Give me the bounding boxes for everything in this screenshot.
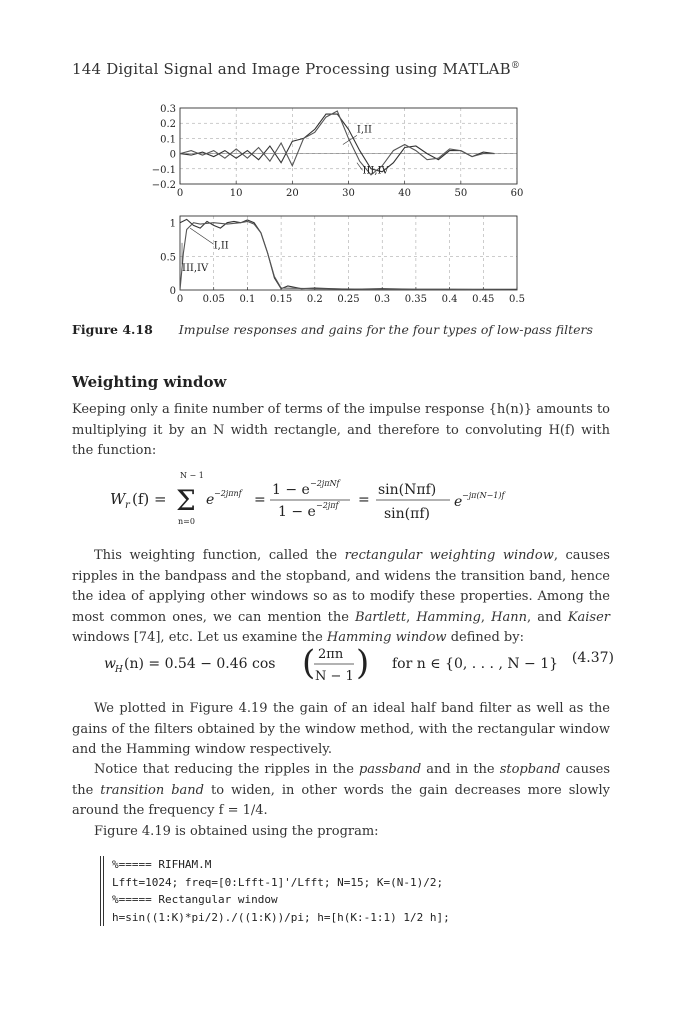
code-line: h=sin((1:K)*pi/2)./((1:K))/pi; h=[h(K:-1:1) 1/2 h];: [112, 910, 450, 924]
svg-text:(: (: [302, 643, 316, 683]
eq2-frac-num: 2πn: [318, 647, 344, 662]
y-tick-label: 0.1: [160, 134, 176, 146]
p2-text-7: defined by:: [446, 630, 524, 645]
y-tick-label: 0.5: [160, 252, 176, 264]
annotation-label: I,II: [356, 124, 372, 136]
x-tick-label: 0.25: [337, 294, 360, 305]
eq1-term-exp: −2jπnf: [214, 489, 242, 498]
p2-text-5: , and: [527, 609, 568, 625]
page-number: 144: [72, 60, 102, 78]
y-tick-label: −0.1: [151, 164, 176, 176]
x-tick-label: 0: [176, 188, 184, 199]
annotation-arrow: [190, 228, 214, 244]
equation-4-37: [104, 638, 614, 692]
x-tick-label: 0.2: [306, 294, 323, 305]
series-iii-line: [180, 111, 495, 175]
eq2-lhs-sub: H: [115, 665, 123, 675]
x-tick-label: 50: [454, 188, 468, 199]
term-bartlett: Bartlett: [355, 609, 407, 625]
eq1-frac2-num: sin(Nπf): [378, 482, 437, 498]
eq1-frac1-den-exp: −2jπf: [316, 501, 339, 510]
p4-text-4: to widen, in other words the gain decreases more slowly around the frequency f = 1/4.: [72, 782, 610, 818]
eq1-tail: e: [454, 494, 463, 510]
term-passband: passband: [358, 762, 422, 777]
figure-4-18: [0, 0, 682, 320]
annotation-arrow: [343, 135, 357, 144]
x-tick-label: 20: [285, 188, 299, 199]
p2-text-3: ,: [406, 609, 417, 625]
book-title: Digital Signal and Image Processing using MATLAB: [106, 60, 511, 78]
paragraph-intro: Keeping only a finite number of terms of the impulse response {h(n)} amounts to multiplying it by an N width rectangle, and therefore to convoluting H(f) with the function:: [72, 402, 610, 458]
eq1-sum-top: N − 1: [180, 471, 204, 480]
eq2-number: (4.37): [571, 650, 614, 666]
figure-caption-text: Impulse responses and gains for the four types of low-pass filters: [178, 322, 593, 337]
annotation-label: I,II: [213, 240, 229, 252]
annotation-label: III,IV: [182, 263, 209, 275]
eq1-frac2-den: sin(πf): [384, 506, 430, 522]
code-line: %===== Rectangular window: [112, 893, 278, 906]
svg-text:): ): [356, 643, 370, 683]
eq1-lhs-sub: r: [125, 500, 130, 511]
figure-caption: [72, 322, 612, 337]
p4-text-3: causes the: [72, 762, 611, 798]
eq2-rhs: (n) = 0.54 − 0.46 cos: [124, 656, 276, 672]
term-hamming: Hamming: [416, 609, 481, 625]
eq1-frac1-num: 1 − e: [272, 482, 310, 498]
eq2-formula: [104, 638, 559, 688]
x-tick-label: 60: [510, 188, 524, 199]
y-tick-label: 0: [169, 286, 176, 297]
eq1-tail-exp: −jπ(N−1)f: [462, 491, 505, 500]
term-transition-band: transition band: [100, 782, 205, 798]
code-listing: [100, 856, 450, 926]
paragraph-weighting: [72, 546, 610, 649]
y-tick-label: 0: [169, 149, 176, 161]
term-hann: Hann: [491, 609, 527, 625]
eq1-sum-sign: Σ: [176, 484, 196, 517]
registered-mark: ®: [510, 61, 521, 71]
term-stopband: stopband: [499, 762, 561, 777]
p2-text-4: ,: [480, 609, 492, 625]
eq2-frac-den: N − 1: [315, 669, 354, 684]
x-tick-label: 0.45: [472, 294, 495, 305]
x-tick-label: 40: [398, 188, 412, 199]
x-tick-label: 0.3: [374, 294, 391, 305]
series-iii-iv-line: [180, 221, 517, 290]
eq2-cond: for n ∈ {0, . . . , N − 1}: [392, 656, 559, 672]
eq1-eq-b: =: [358, 492, 370, 508]
y-tick-label: 0.3: [160, 104, 176, 115]
eq1-frac1-den: 1 − e: [278, 504, 316, 520]
p4-text-2: and in the: [421, 762, 500, 777]
term-rectangular-window: rectangular weighting window: [344, 548, 554, 563]
eq1-frac1-num-exp: −2jπNf: [310, 479, 340, 488]
y-tick-label: 0.2: [160, 119, 176, 131]
x-tick-label: 0.1: [239, 294, 256, 305]
x-tick-label: 0.35: [404, 294, 428, 305]
x-tick-label: 0.5: [509, 294, 525, 305]
y-tick-label: −0.2: [151, 180, 176, 191]
term-hamming-window: Hamming window: [326, 630, 447, 645]
equation-rectangular-window: [110, 468, 570, 528]
x-tick-label: 0.15: [269, 294, 293, 305]
annotation-label: III,IV: [362, 165, 389, 177]
p2-text-2: , causes ripples in the bandpass and the stopband, and widens the transition band, hence the idea of applying other windows so as to modify these properties. Among the most common ones, we can mention the: [72, 548, 610, 625]
p2-text-6: windows [74], etc. Let us examine the: [72, 630, 327, 645]
x-tick-label: 10: [229, 188, 243, 199]
figure-label: Figure 4.18: [72, 322, 153, 337]
p2-text-1: This weighting function, called the: [94, 548, 345, 563]
paragraph-notice: [72, 760, 610, 822]
x-tick-label: 0: [176, 294, 184, 305]
x-tick-label: 30: [342, 188, 355, 199]
section-title: Weighting window: [72, 373, 227, 391]
eq1-term: e: [206, 492, 215, 508]
code-line: Lfft=1024; freq=[0:Lfft-1]'/Lfft; N=15; K=(N-1)/2;: [112, 875, 444, 889]
paragraph-plotted: We plotted in Figure 4.19 the gain of an ideal half band filter as well as the gains of the filters obtained by the window method, with the rectangular window and the Hamming window respectively.: [72, 701, 610, 757]
term-kaiser: Kaiser: [567, 609, 611, 625]
x-tick-label: 0.05: [202, 294, 225, 305]
code-line: %===== RIFHAM.M: [112, 858, 212, 871]
y-tick-label: 1: [169, 218, 176, 230]
series-i-line: [180, 114, 495, 172]
eq2-lhs: w: [104, 656, 116, 672]
p4-text-1: Notice that reducing the ripples in the: [94, 762, 359, 777]
eq1-lhs: W: [110, 490, 126, 508]
eq1-lhs-arg: (f) =: [132, 490, 167, 508]
eq1-sum-bottom: n=0: [178, 517, 195, 526]
x-tick-label: 0.4: [441, 294, 458, 305]
paragraph-program: Figure 4.19 is obtained using the program:: [94, 824, 379, 839]
eq1-eq-a: =: [254, 492, 266, 508]
